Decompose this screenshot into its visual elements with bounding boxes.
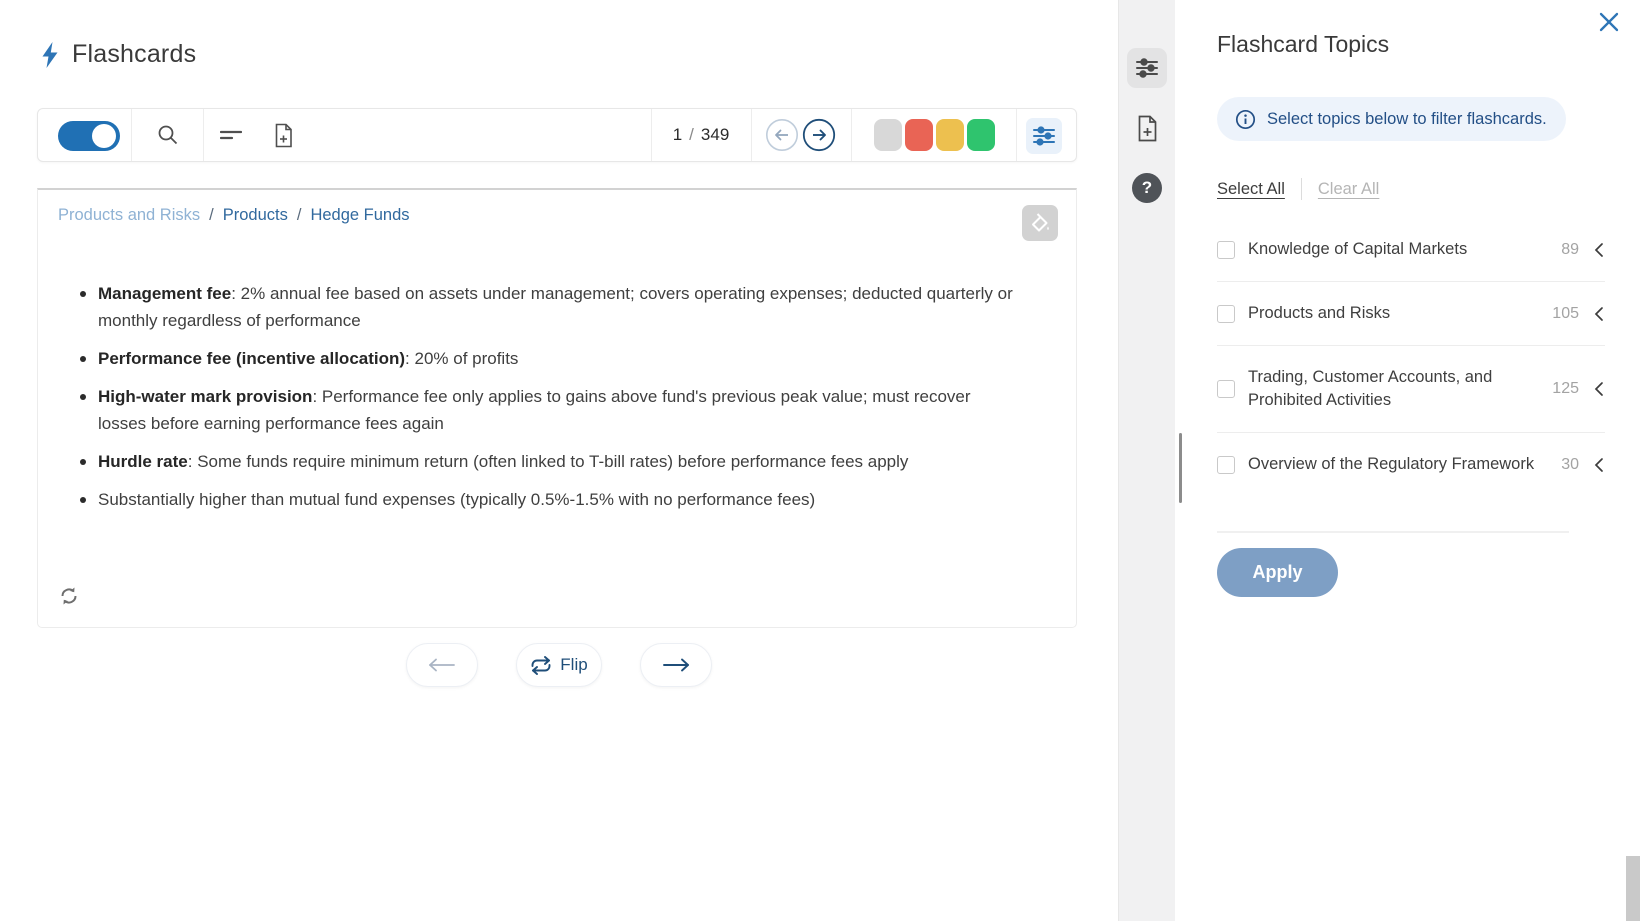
- topic-count: 89: [1561, 240, 1579, 258]
- topic-row-trading-customer-accounts: [1217, 346, 1605, 433]
- page-separator: /: [689, 125, 694, 144]
- paint-bucket-icon: [1030, 213, 1050, 233]
- clear-all-link[interactable]: Clear All: [1317, 179, 1380, 198]
- flashcard-navigation: [0, 643, 1118, 687]
- side-icon-strip: [1118, 0, 1175, 921]
- settings-sliders-icon: [1033, 125, 1055, 147]
- breadcrumb-hedge-funds[interactable]: Hedge Funds: [310, 206, 410, 224]
- highlight-color-button[interactable]: [1022, 205, 1058, 241]
- topics-filter-tab[interactable]: [1127, 48, 1167, 88]
- flip-icon: [530, 656, 552, 675]
- close-icon: [1598, 11, 1620, 33]
- mode-toggle[interactable]: [58, 121, 120, 151]
- prev-circle-arrow-icon: [765, 118, 799, 152]
- flashcard-toolbar: [37, 108, 1077, 162]
- color-swatch-gray[interactable]: [874, 119, 902, 151]
- links-divider: [1301, 178, 1302, 200]
- topic-row-regulatory-framework: [1217, 433, 1605, 496]
- help-tab[interactable]: [1127, 168, 1167, 208]
- bullet-high-water-mark: High-water mark provision: Performance fee only applies to gains above fund's previous peak value; must recover losses before earning performance fees again: [78, 383, 1018, 437]
- regenerate-button[interactable]: [58, 585, 82, 609]
- filter-links: [1217, 178, 1379, 200]
- next-button[interactable]: [640, 643, 712, 687]
- previous-button[interactable]: [406, 643, 478, 687]
- lightning-bolt-icon: [40, 42, 60, 68]
- breadcrumb: [58, 206, 410, 225]
- topic-row-products-and-risks: [1217, 282, 1605, 346]
- add-page-button[interactable]: [265, 109, 301, 161]
- filter-sliders-icon: [1135, 56, 1159, 80]
- bullet-performance-fee: Performance fee (incentive allocation): 20% of profits: [78, 345, 1018, 372]
- topic-count: 125: [1552, 380, 1579, 397]
- breadcrumb-separator: /: [209, 206, 214, 224]
- bullet-management-fee: Management fee: 2% annual fee based on assets under management; covers operating expenses; deducted quarterly or monthly regardless of performance: [78, 280, 1018, 334]
- topic-label: Knowledge of Capital Markets: [1248, 240, 1468, 258]
- topics-list: [1217, 218, 1605, 496]
- apply-button[interactable]: Apply: [1217, 548, 1338, 597]
- color-swatch-amber[interactable]: [936, 119, 964, 151]
- toggle-knob: [92, 124, 116, 148]
- search-icon: [157, 124, 179, 146]
- toolbar-divider: [851, 109, 852, 161]
- chevron-left-icon[interactable]: [1593, 457, 1605, 473]
- topic-label: Products and Risks: [1248, 304, 1391, 322]
- refresh-icon: [58, 585, 82, 607]
- flashcard-topics-panel: [1175, 0, 1640, 921]
- topic-checkbox[interactable]: [1217, 456, 1235, 474]
- color-swatch-green[interactable]: [967, 119, 995, 151]
- flashcard-bullet-list: [78, 280, 1018, 513]
- flashcard: [37, 188, 1077, 628]
- help-circle-icon: ?: [1132, 173, 1162, 203]
- sort-button[interactable]: [213, 109, 249, 161]
- flip-label: Flip: [560, 655, 588, 674]
- toolbar-divider: [203, 109, 204, 161]
- topic-checkbox[interactable]: [1217, 241, 1235, 259]
- flip-button[interactable]: [516, 643, 602, 687]
- color-swatch-red[interactable]: [905, 119, 933, 151]
- panel-scrollbar-thumb[interactable]: [1179, 433, 1182, 503]
- search-button[interactable]: [150, 109, 186, 161]
- window-scrollbar-thumb[interactable]: [1626, 856, 1640, 921]
- page-total: 349: [700, 125, 730, 144]
- chevron-left-icon[interactable]: [1593, 306, 1605, 322]
- next-circle-arrow-icon: [802, 118, 836, 152]
- topic-checkbox[interactable]: [1217, 305, 1235, 323]
- toolbar-divider: [131, 109, 132, 161]
- page-header: [40, 40, 196, 69]
- bullet-hurdle-rate: Hurdle rate: Some funds require minimum return (often linked to T-bill rates) before performance fees apply: [78, 448, 1018, 475]
- sort-lines-icon: [220, 128, 242, 142]
- apply-divider: [1217, 531, 1569, 533]
- chevron-left-icon[interactable]: [1593, 242, 1605, 258]
- prev-card-button[interactable]: [764, 109, 800, 161]
- info-circle-icon: [1235, 109, 1256, 130]
- page-title: Flashcards: [72, 40, 197, 68]
- flashcard-content: [78, 280, 1018, 524]
- topic-row-knowledge-of-capital-markets: [1217, 218, 1605, 282]
- topic-count: 105: [1552, 304, 1579, 322]
- close-panel-button[interactable]: [1598, 11, 1620, 33]
- info-banner-text: Select topics below to filter flashcards.: [1267, 109, 1547, 128]
- arrow-left-icon: [427, 658, 457, 672]
- topic-label: Overview of the Regulatory Framework: [1248, 455, 1535, 473]
- toolbar-divider: [1016, 109, 1017, 161]
- add-flashcard-tab[interactable]: [1127, 108, 1167, 148]
- breadcrumb-products-and-risks[interactable]: Products and Risks: [58, 206, 201, 224]
- add-flashcard-icon: [1136, 115, 1159, 142]
- breadcrumb-products[interactable]: Products: [222, 206, 288, 224]
- select-all-link[interactable]: Select All: [1217, 179, 1285, 198]
- panel-title: Flashcard Topics: [1217, 31, 1390, 57]
- topic-count: 30: [1561, 455, 1579, 473]
- page-counter: [651, 109, 751, 161]
- next-card-button[interactable]: [801, 109, 837, 161]
- arrow-right-icon: [661, 658, 691, 672]
- page-current: 1: [672, 125, 683, 144]
- add-page-icon: [273, 123, 294, 148]
- topic-checkbox[interactable]: [1217, 380, 1235, 398]
- toolbar-divider: [751, 109, 752, 161]
- topic-label: Trading, Customer Accounts, and Prohibited Activities: [1248, 368, 1493, 409]
- card-settings-button[interactable]: [1026, 118, 1062, 154]
- chevron-left-icon[interactable]: [1593, 381, 1605, 397]
- breadcrumb-separator: /: [296, 206, 302, 224]
- bullet-expenses: Substantially higher than mutual fund expenses (typically 0.5%-1.5% with no performance fees): [78, 486, 1018, 513]
- info-banner: [1217, 97, 1566, 141]
